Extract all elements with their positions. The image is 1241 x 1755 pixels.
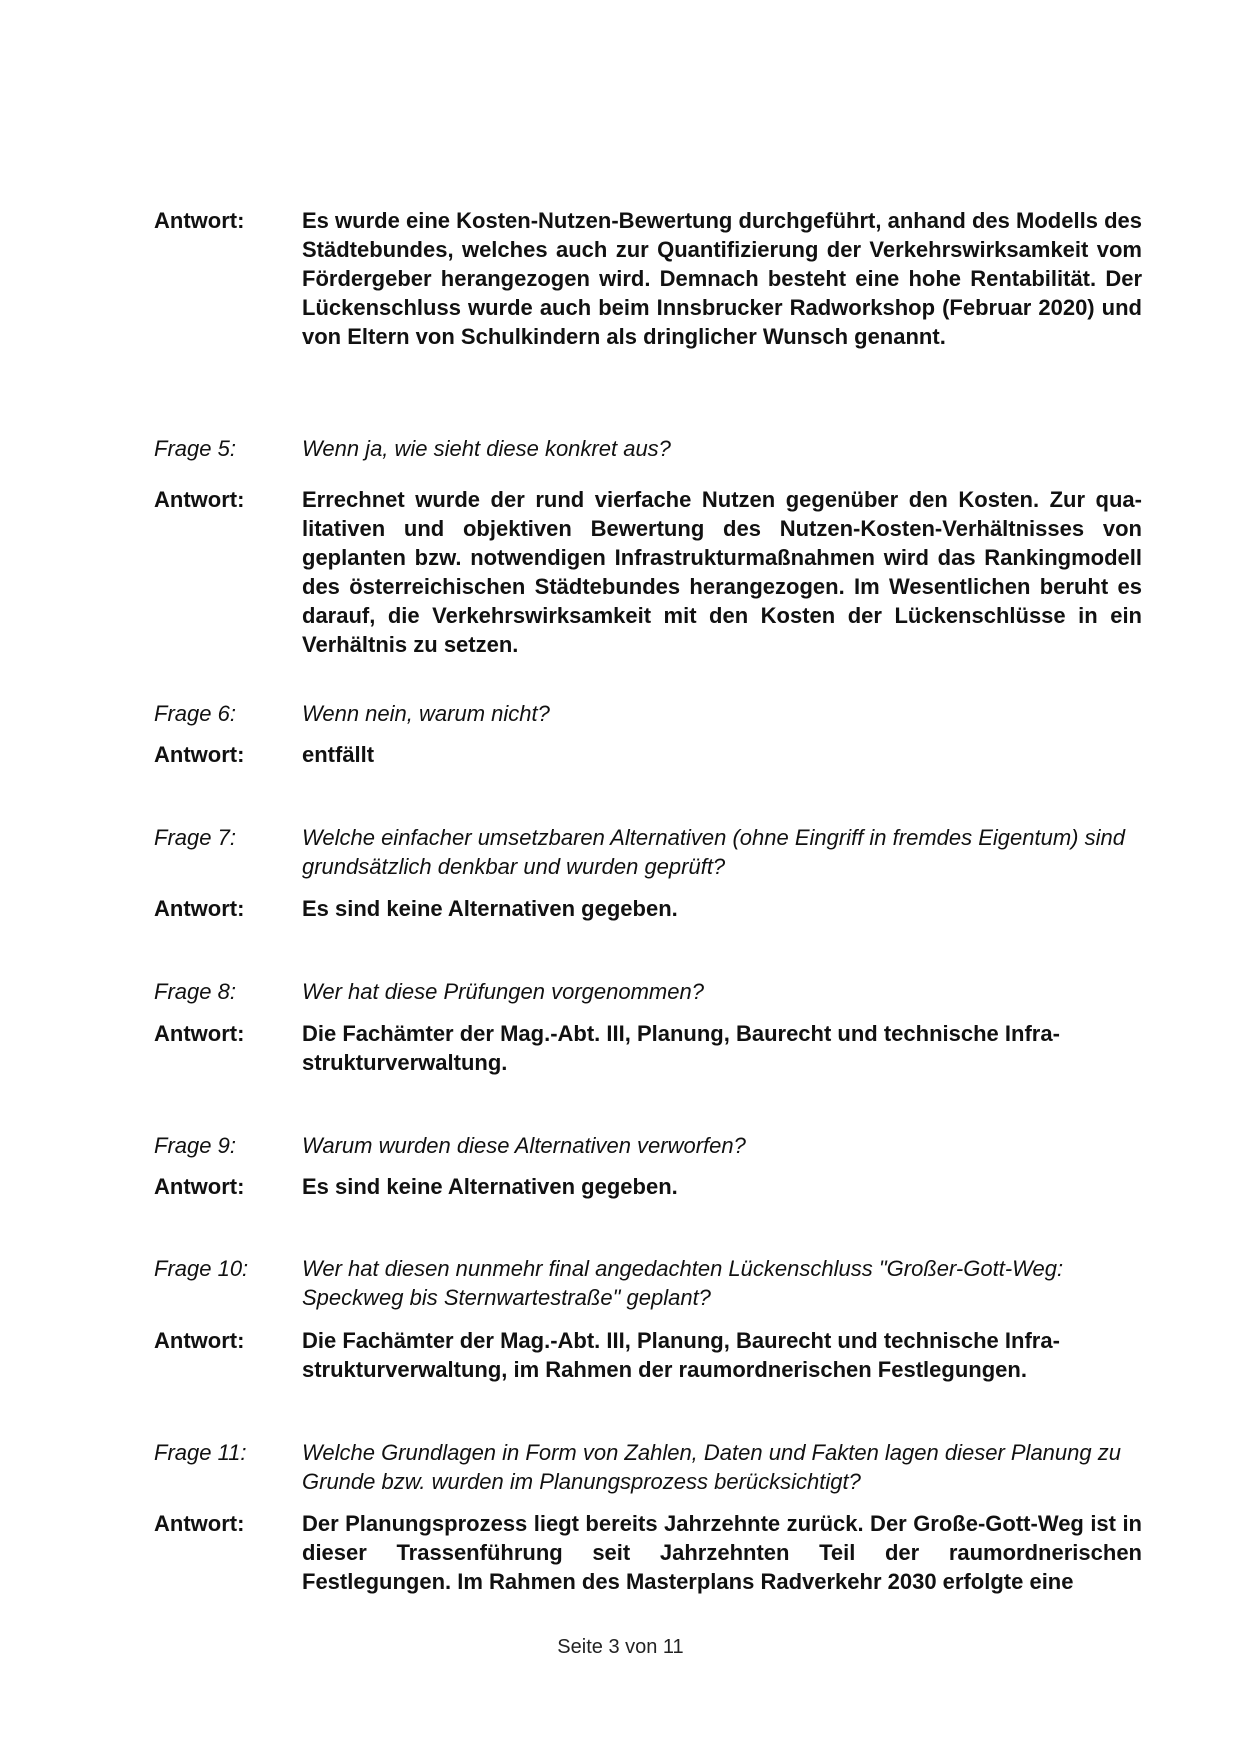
answer-text: Es sind keine Alternativen gegeben. <box>302 1174 678 1199</box>
answer-label: Antwort: <box>154 1021 245 1046</box>
question-text: Wer hat diese Prüfungen vorgenommen? <box>302 979 704 1004</box>
question-label: Frage 8: <box>154 979 236 1004</box>
answer-block <box>154 1509 1144 1596</box>
answer-label: Antwort: <box>154 1174 245 1199</box>
answer-text: Die Fachämter der Mag.-Abt. III, Planung, Baurecht und technische Infrastrukturverwaltung, im Rahmen der raumordnerischen Festlegungen. <box>302 1328 1060 1382</box>
answer-block <box>154 485 1144 659</box>
answer-label: Antwort: <box>154 208 245 233</box>
question-text: Welche einfacher umsetzbaren Alternativen (ohne Eingriff in fremdes Eigentum) sind grundsätzlich denkbar und wurden geprüft? <box>302 825 1125 879</box>
question-label: Frage 7: <box>154 825 236 850</box>
question-block <box>154 434 1144 463</box>
question-text: Warum wurden diese Alternativen verworfen? <box>302 1133 746 1158</box>
answer-text: Es sind keine Alternativen gegeben. <box>302 896 678 921</box>
question-block <box>154 823 1144 881</box>
question-label: Frage 10: <box>154 1256 249 1281</box>
answer-label: Antwort: <box>154 896 245 921</box>
answer-text: Es wurde eine Kosten-Nutzen-Bewertung durchgeführt, anhand des Modells des Städtebundes, welches auch zur Quantifizierung der Verkehrswirksamkeit vom Fördergeber herangezogen wird. Demnach besteht eine hohe Rentabilität. Der Lückenschluss wurde auch beim Innsbrucker Radworkshop (Februar 2020) und von Eltern von Schulkindern als dringlicher Wunsch genannt. <box>302 208 1142 349</box>
question-block <box>154 699 1144 728</box>
question-block <box>154 1438 1144 1496</box>
answer-text: Errechnet wurde der rund vierfache Nutzen gegenüber den Kosten. Zur qualitativen und objektiven Bewertung des Nutzen-Kosten-Verhältnisses von geplanten bzw. notwendigen Infrastrukturmaßnahmen wird das Rankingmodell des österreichischen Städtebundes herangezogen. Im Wesentlichen beruht es darauf, die Verkehrswirksamkeit mit den Kosten der Lückenschlüsse in ein Verhältnis zu setzen. <box>302 487 1142 657</box>
question-label: Frage 9: <box>154 1133 236 1158</box>
page-number-footer: Seite 3 von 11 <box>557 1636 684 1658</box>
answer-text: entfällt <box>302 742 375 767</box>
question-block <box>154 1254 1144 1312</box>
answer-block <box>154 1019 1144 1077</box>
question-block <box>154 1131 1144 1160</box>
answer-text: Der Planungsprozess liegt bereits Jahrzehnte zurück. Der Große-Gott-Weg ist in dieser Trassenführung seit Jahrzehnten Teil der raumordnerischen Festlegungen. Im Rahmen des Masterplans Radverkehr 2030 erfolgte eine <box>302 1511 1142 1594</box>
answer-block <box>154 740 1144 769</box>
question-text: Wenn nein, warum nicht? <box>302 701 550 726</box>
answer-block <box>154 206 1144 351</box>
answer-label: Antwort: <box>154 1511 245 1536</box>
question-label: Frage 5: <box>154 436 236 461</box>
answer-block <box>154 1172 1144 1201</box>
answer-block <box>154 894 1144 923</box>
question-text: Welche Grundlagen in Form von Zahlen, Daten und Fakten lagen dieser Planung zu Grunde bzw. wurden im Planungsprozess berücksichtigt? <box>302 1440 1121 1494</box>
answer-label: Antwort: <box>154 742 245 767</box>
question-block <box>154 977 1144 1006</box>
answer-text: Die Fachämter der Mag.-Abt. III, Planung, Baurecht und technische Infrastrukturverwaltung. <box>302 1021 1060 1075</box>
question-text: Wer hat diesen nunmehr final angedachten Lückenschluss "Großer-Gott-Weg: Speckweg bis Sternwartestraße" geplant? <box>302 1256 1064 1310</box>
question-label: Frage 11: <box>154 1440 247 1465</box>
answer-label: Antwort: <box>154 1328 245 1353</box>
question-text: Wenn ja, wie sieht diese konkret aus? <box>302 436 671 461</box>
question-label: Frage 6: <box>154 701 236 726</box>
answer-label: Antwort: <box>154 487 245 512</box>
answer-block <box>154 1326 1144 1384</box>
